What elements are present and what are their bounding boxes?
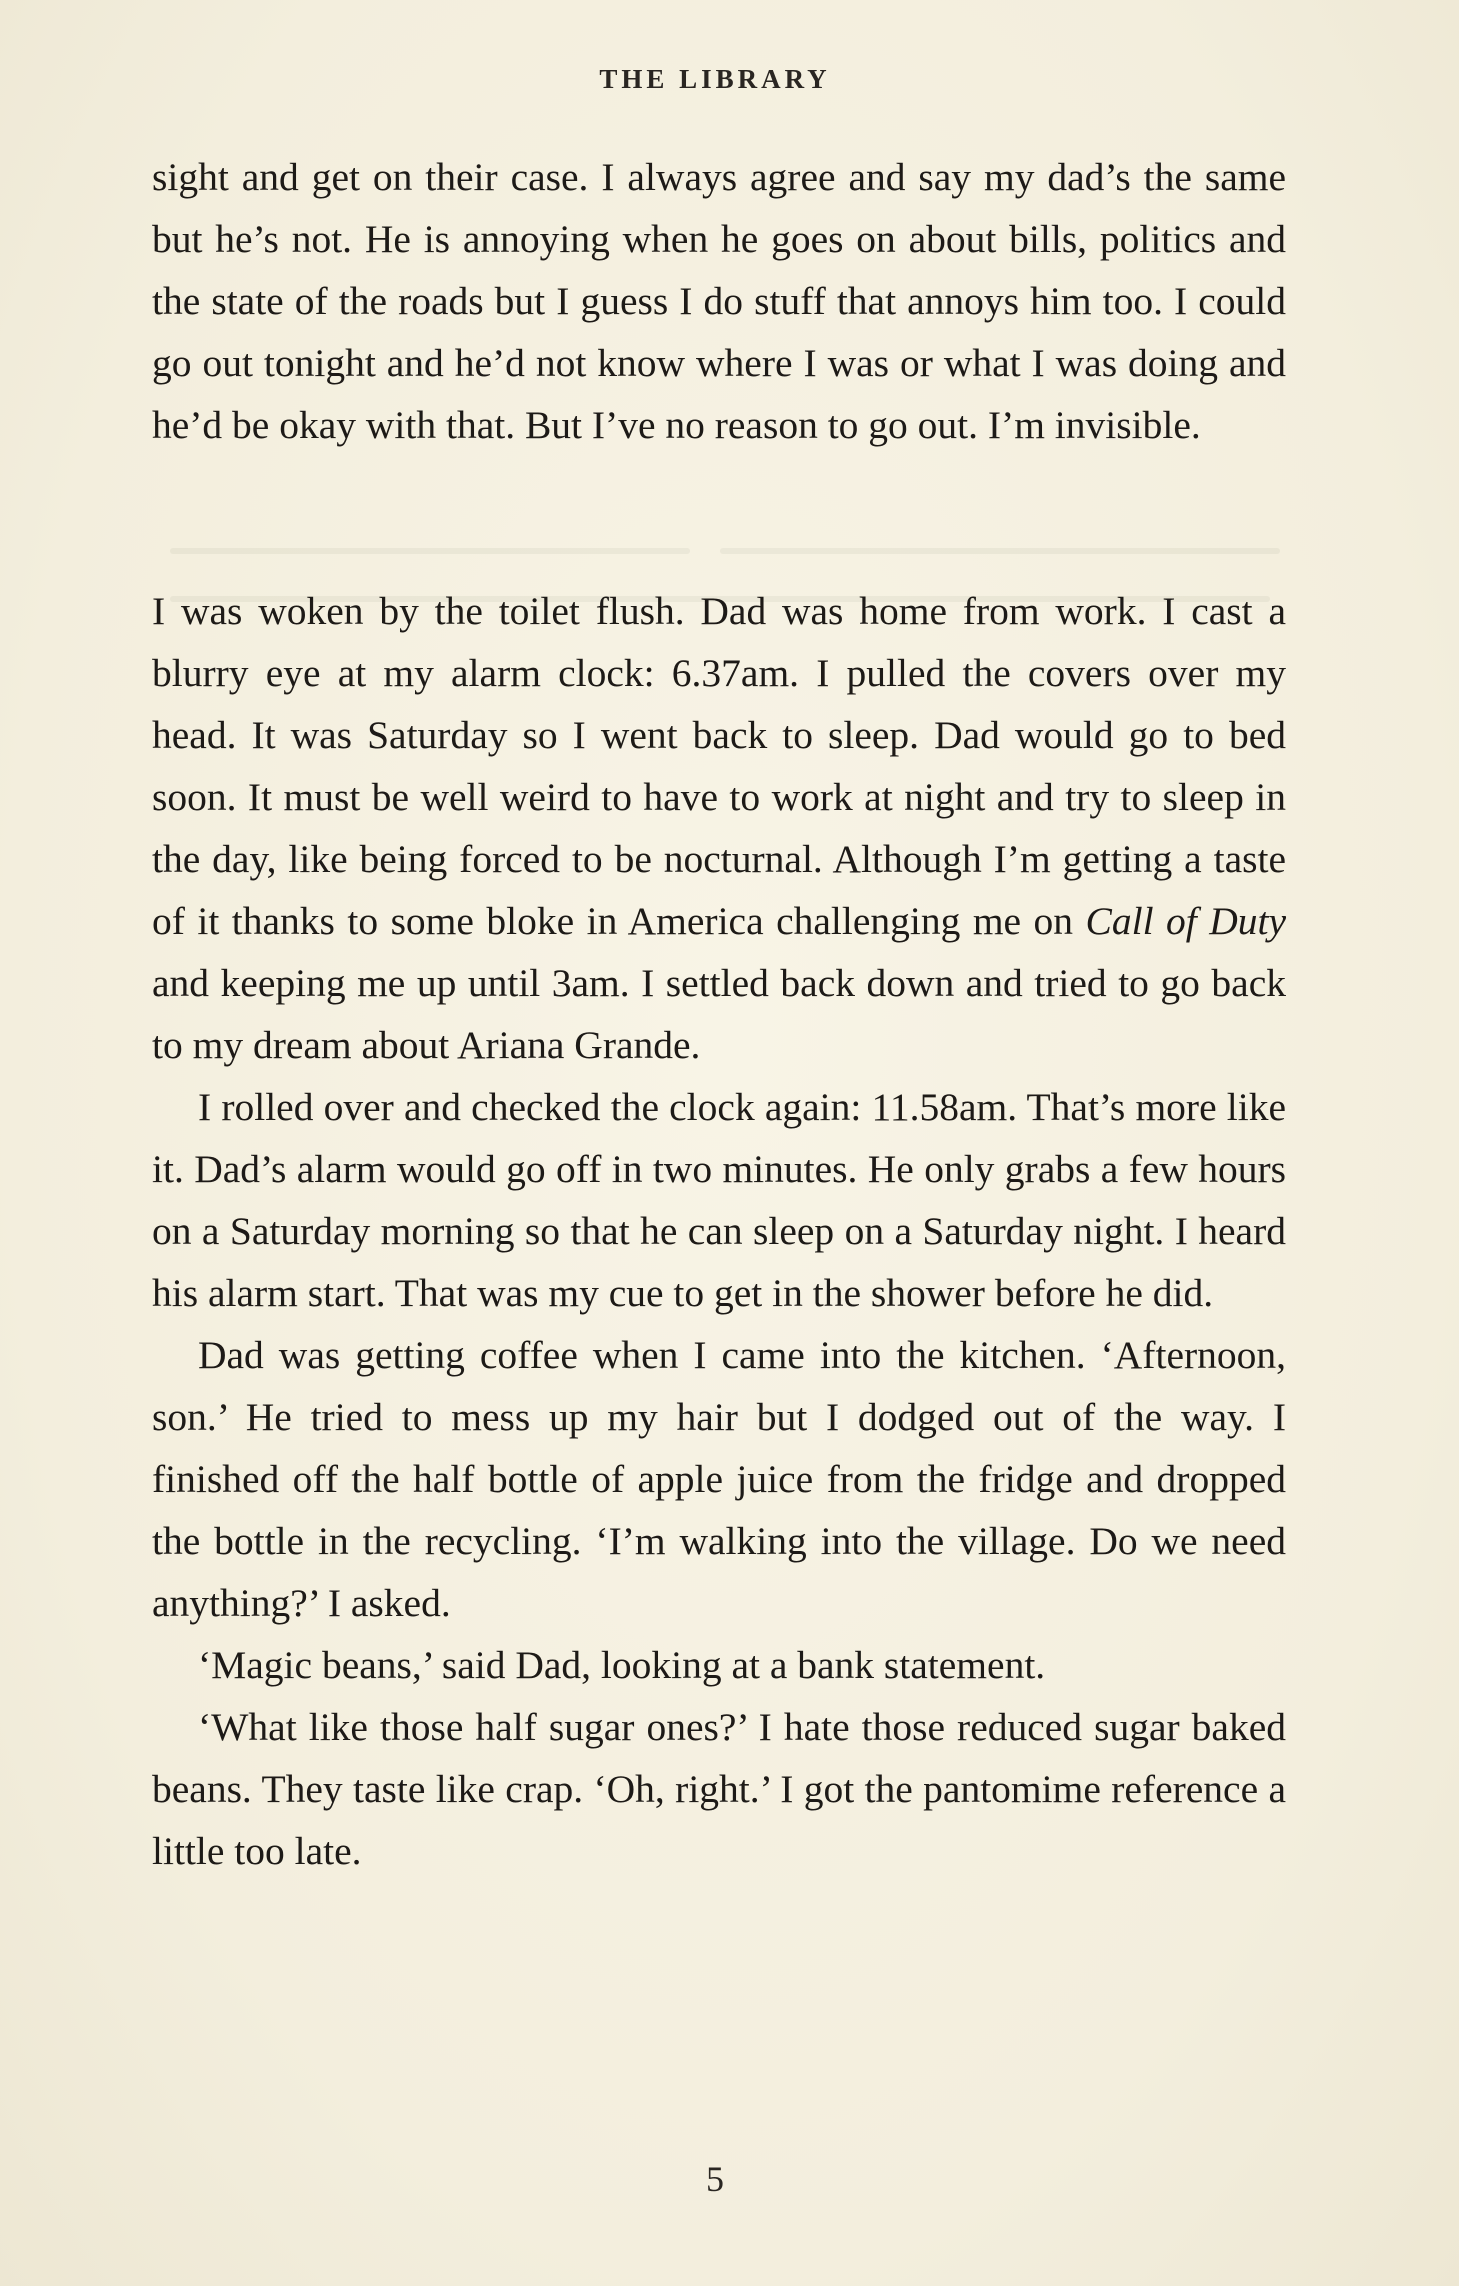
section-break xyxy=(152,456,1286,580)
paragraph: Dad was getting coffee when I came into the kitchen. ‘Afternoon, son.’ He tried to mess up my hair but I dodged out of the way. I finished off the half bottle of apple juice from the fridge and dropped the bottle in the recycling. ‘I’m walking into the village. Do we need anything?’ I asked. xyxy=(152,1333,1286,1625)
paragraph-continued: sight and get on their case. I always agree and say my dad’s the same but he’s not. He is annoying when he goes on about bills, politics and the state of the roads but I guess I do stuff that annoys him too. I could go out tonight and he’d not know where I was or what I was doing and he’d be okay with that. But I’ve no reason to go out. I’m invisible. xyxy=(152,155,1286,447)
page-number: 5 xyxy=(706,2159,724,2199)
game-title: Call of Duty xyxy=(1085,899,1286,943)
paragraph-section-start xyxy=(152,580,1286,1076)
paragraph: ‘What like those half sugar ones?’ I hate those reduced sugar baked beans. They taste like crap. ‘Oh, right.’ I got the pantomime reference a little too late. xyxy=(152,1705,1286,1873)
paragraph-text: I was woken by the toilet flush. Dad was home from work. I cast a blurry eye at my alarm clock: 6.37am. I pulled the covers over my head. It was Saturday so I went back to sleep. Dad would go to bed soon. It must be well weird to have to work at night and try to sleep in the day, like being forced to be nocturnal. Although I’m getting a taste of it thanks to some bloke in America challenging me on xyxy=(152,589,1286,943)
paragraph: ‘Magic beans,’ said Dad, looking at a bank statement. xyxy=(198,1643,1046,1687)
body-text xyxy=(152,146,1286,1882)
running-head: THE LIBRARY xyxy=(599,64,831,94)
paragraph: I rolled over and checked the clock again: 11.58am. That’s more like it. Dad’s alarm would go off in two minutes. He only grabs a few hours on a Saturday morning so that he can sleep on a Saturday night. I heard his alarm start. That was my cue to get in the shower before he did. xyxy=(152,1085,1286,1315)
paragraph-text: and keeping me up until 3am. I settled back down and tried to go back to my dream about Ariana Grande. xyxy=(152,961,1286,1067)
